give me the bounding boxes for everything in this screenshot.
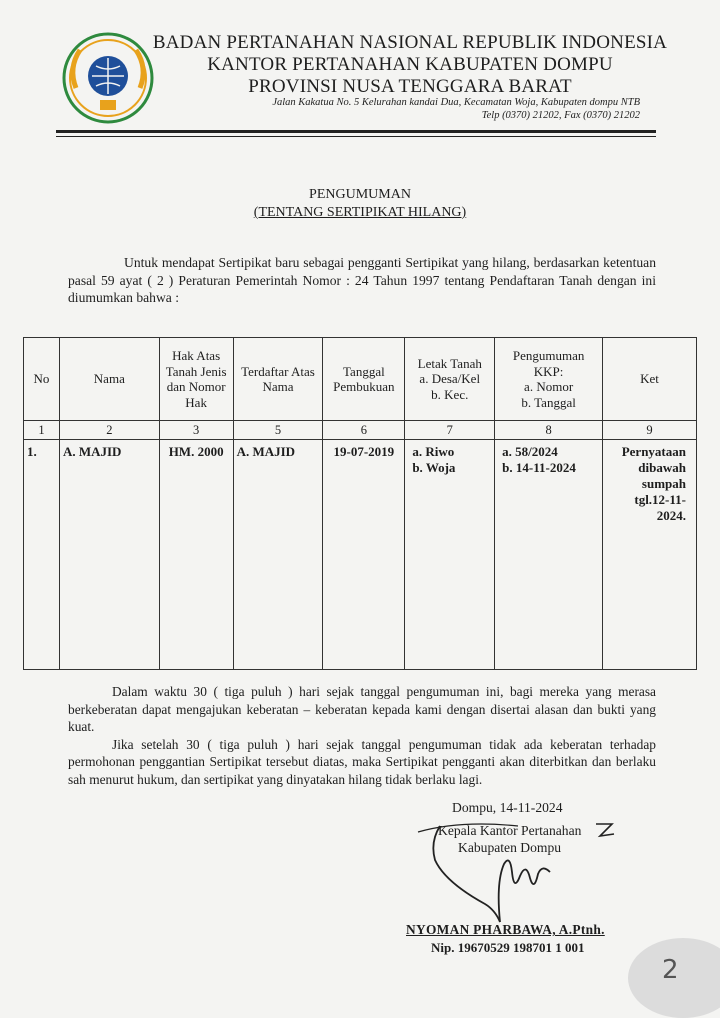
office-name: KANTOR PERTANAHAN KABUPATEN DOMPU <box>207 54 613 75</box>
header-letak <box>405 338 495 421</box>
header-kkp-b: b. Tanggal <box>521 394 576 410</box>
cell-tanggal: 19-07-2019 <box>323 440 405 670</box>
table-number-row <box>24 421 697 440</box>
header-kkp <box>495 338 603 421</box>
bpn-logo-icon <box>58 28 158 128</box>
document-title <box>0 186 720 222</box>
table-header-row <box>24 338 697 421</box>
column-number: 9 <box>603 421 697 440</box>
signature-place-date: Dompu, 14-11-2024 <box>452 800 563 815</box>
paragraph-issuance: Jika setelah 30 ( tiga puluh ) hari sejak tanggal pengumuman tidak ada keberatan terhadap permohonan penggantian Sertipikat tersebut diatas, maka Sertipikat pengganti akan diterbitkan dan berlaku sah menurut hukum, dan sertipikat yang dinyatakan hilang tidak berlaku lagi. <box>68 736 656 787</box>
cell-letak-b: b. Woja <box>412 460 456 475</box>
header-ket: Ket <box>603 338 697 421</box>
header-terdaftar: Terdaftar Atas Nama <box>233 338 323 421</box>
cell-hak: HM. 2000 <box>159 440 233 670</box>
column-number: 8 <box>495 421 603 440</box>
column-number: 2 <box>59 421 159 440</box>
letterhead-rule-thin <box>56 136 656 137</box>
address-line: Jalan Kakatua No. 5 Kelurahan kandai Dua, Kecamatan Woja, Kabupaten dompu NTB <box>272 97 640 108</box>
letterhead-address <box>272 96 640 122</box>
header-no: No <box>24 338 60 421</box>
column-number: 6 <box>323 421 405 440</box>
cell-letak-a: a. Riwo <box>412 444 455 459</box>
intro-text: Untuk mendapat Sertipikat baru sebagai pengganti Sertipikat yang hilang, berdasarkan ketentuan pasal 59 ayat ( 2 ) Peraturan Pemerintah Nomor : 24 Tahun 1997 tentang Pendaftaran Tanah dengan ini diumumkan bahwa : <box>68 255 656 305</box>
header-kkp-title: Pengumuman KKP: <box>512 348 585 379</box>
paragraph-objection: Dalam waktu 30 ( tiga puluh ) hari sejak tanggal pengumuman ini, bagi mereka yang merasa berkeberatan dapat mengajukan keberatan – keberatan kepada kami dengan disertai alasan dan bukti yang kuat. <box>68 684 656 734</box>
header-kkp-a: a. Nomor <box>524 379 574 394</box>
cell-kkp <box>495 440 603 670</box>
agency-name: BADAN PERTANAHAN NASIONAL REPUBLIK INDONESIA <box>152 32 668 53</box>
handwritten-signature-icon <box>400 812 630 937</box>
column-number: 1 <box>24 421 60 440</box>
signature-title: Kepala Kantor Pertanahan <box>438 823 582 838</box>
cell-nama: A. MAJID <box>59 440 159 670</box>
header-letak-title: Letak Tanah <box>417 355 482 371</box>
letterhead-rule <box>56 130 656 133</box>
header-letak-a: a. Desa/Kel <box>419 371 481 387</box>
column-number: 7 <box>405 421 495 440</box>
cell-kkp-a: a. 58/2024 <box>502 444 558 459</box>
header-letak-b: b. Kec. <box>431 386 469 402</box>
signatory-nip: Nip. 19670529 198701 1 001 <box>431 940 585 955</box>
signatory-name: NYOMAN PHARBAWA, A.Ptnh. <box>406 922 605 937</box>
header-nama: Nama <box>59 338 159 421</box>
cell-ket: Pernyataan dibawah sumpah tgl.12-11-2024. <box>603 440 697 670</box>
phone-line: Telp (0370) 21202, Fax (0370) 21202 <box>481 110 640 121</box>
page-marker: 2 <box>662 955 679 985</box>
column-number: 5 <box>233 421 323 440</box>
cell-kkp-b: b. 14-11-2024 <box>502 460 576 475</box>
announcement-table <box>23 337 697 670</box>
intro-paragraph <box>68 254 656 307</box>
title-text: PENGUMUMAN <box>309 187 411 202</box>
cell-no: 1. <box>24 440 60 670</box>
header-tanggal: Tanggal Pembukuan <box>323 338 405 421</box>
province-name: PROVINSI NUSA TENGGARA BARAT <box>248 76 572 97</box>
subtitle-text: (TENTANG SERTIPIKAT HILANG) <box>253 205 467 220</box>
column-number: 3 <box>159 421 233 440</box>
cell-letak <box>405 440 495 670</box>
closing-paragraphs <box>68 683 656 788</box>
table-row <box>24 440 697 670</box>
cell-terdaftar: A. MAJID <box>233 440 323 670</box>
signature-title-region: Kabupaten Dompu <box>458 840 562 855</box>
header-hak: Hak Atas Tanah Jenis dan Nomor Hak <box>159 338 233 421</box>
letterhead <box>150 32 670 98</box>
